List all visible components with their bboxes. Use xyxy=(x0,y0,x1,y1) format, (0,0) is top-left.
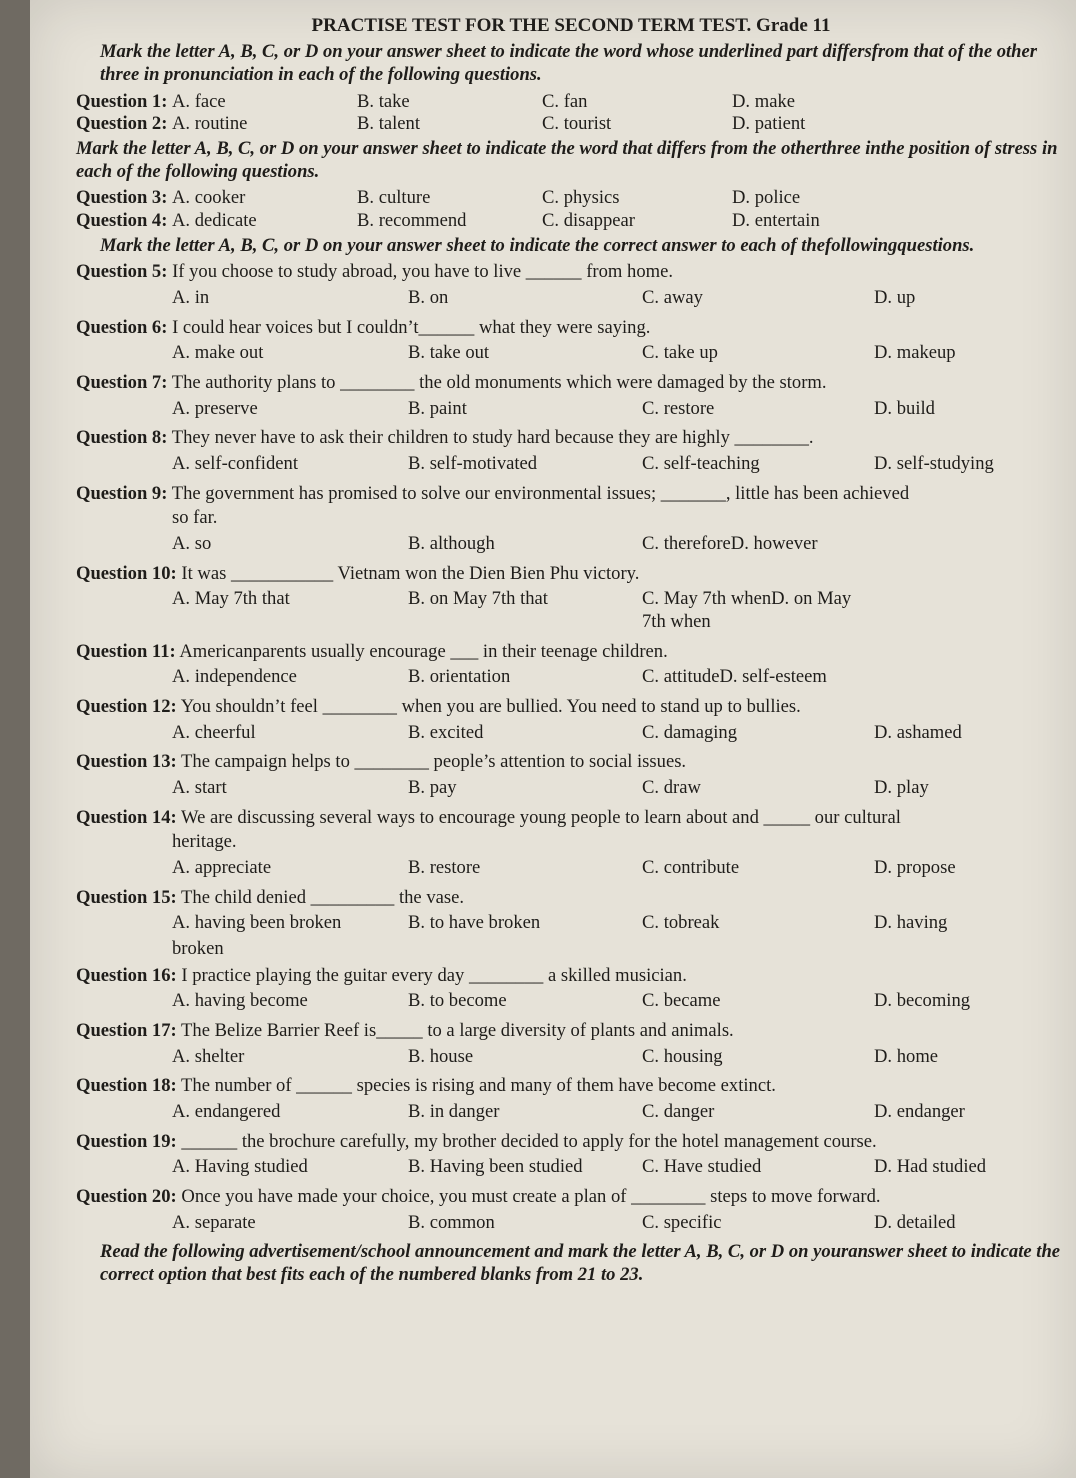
question-stem xyxy=(76,483,1066,506)
page-title: PRACTISE TEST FOR THE SECOND TERM TEST. Grade 11 xyxy=(311,15,831,36)
question-1 xyxy=(76,91,1066,114)
option-c: C. fan xyxy=(542,90,588,112)
question-2 xyxy=(76,113,1066,136)
option-d: D. home xyxy=(874,1045,939,1067)
option-c: C. self-teaching xyxy=(642,452,760,474)
options-row xyxy=(76,453,1066,476)
option-d: D. make xyxy=(732,90,795,112)
option-d: D. endanger xyxy=(874,1101,965,1123)
option-b: B. restore xyxy=(408,857,481,878)
options-row xyxy=(76,1101,1066,1124)
question-text: It was ___________ Vietnam won the Dien Bien Phu victory. xyxy=(181,562,640,584)
option-a: A. routine xyxy=(172,113,248,135)
option-c: C. away xyxy=(642,286,703,308)
option-a: A. dedicate xyxy=(172,209,257,231)
option-d: D. entertain xyxy=(732,209,820,231)
question-text: I practice playing the guitar every day ________ a skilled musician. xyxy=(181,964,687,986)
question-text: They never have to ask their children to study hard because they are highly ________. xyxy=(171,427,814,449)
question-stem xyxy=(76,1186,1066,1209)
question-9 xyxy=(76,483,1066,556)
option-b: B. pay xyxy=(408,776,457,798)
option-c: C. take up xyxy=(642,342,718,364)
option-d: D. play xyxy=(874,776,929,798)
option-c: C. tourist xyxy=(542,113,612,135)
question-stem xyxy=(76,696,1066,719)
option-b: B. orientation xyxy=(408,666,511,688)
option-d: D. having xyxy=(874,912,948,934)
option-b: B. house xyxy=(408,1045,474,1067)
option-b: B. although xyxy=(408,532,495,554)
question-label: Question 16: xyxy=(76,964,177,986)
option-c: C. disappear xyxy=(542,209,635,231)
option-a: A. May 7th that xyxy=(172,588,290,610)
option-a: A. having been broken xyxy=(172,912,342,934)
question-3 xyxy=(76,187,1066,210)
question-stem xyxy=(76,887,1066,910)
options-row xyxy=(76,722,1066,745)
option-a: A. shelter xyxy=(172,1045,245,1067)
instruction-correct-answer: Mark the letter A, B, C, or D on your answer sheet to indicate the correct answer to each of thefollowingquestions. xyxy=(100,234,975,256)
question-text: The child denied _________ the vase. xyxy=(181,886,465,908)
option-d: D. detailed xyxy=(874,1211,956,1233)
option-d xyxy=(874,533,1074,556)
option-b: B. culture xyxy=(357,187,431,209)
option-b: B. self-motivated xyxy=(408,452,538,474)
option-c: C. draw xyxy=(642,776,701,798)
option-b: B. in danger xyxy=(408,1101,500,1123)
option-b: B. on May 7th that xyxy=(408,588,548,610)
option-c: C. attitudeD. self-esteem xyxy=(642,666,827,688)
question-4 xyxy=(76,210,1066,233)
question-text: The authority plans to ________ the old monuments which were damaged by the storm. xyxy=(171,371,827,393)
option-a: A. cheerful xyxy=(172,721,256,743)
option-a: A. cooker xyxy=(172,187,246,209)
option-d: D. self-studying xyxy=(874,452,994,474)
option-c: C. housing xyxy=(642,1045,723,1067)
options-row xyxy=(76,912,1066,935)
option-c: C. restore xyxy=(642,397,715,419)
question-label: Question 4: xyxy=(76,209,168,231)
question-8 xyxy=(76,427,1066,475)
option-a: A. endangered xyxy=(172,1101,281,1123)
question-text: Americanparents usually encourage ___ in their teenage children. xyxy=(179,640,668,662)
question-label: Question 12: xyxy=(76,695,177,717)
option-a: A. separate xyxy=(172,1211,256,1233)
question-label: Question 9: xyxy=(76,482,168,504)
question-12 xyxy=(76,696,1066,744)
question-label: Question 15: xyxy=(76,886,177,908)
question-label: Question 2: xyxy=(76,113,168,135)
question-stem xyxy=(76,751,1066,774)
question-label: Question 6: xyxy=(76,316,168,338)
question-label: Question 20: xyxy=(76,1186,177,1208)
question-17 xyxy=(76,1020,1066,1068)
option-c: C. Have studied xyxy=(642,1156,762,1178)
option-b: B. to have broken xyxy=(408,912,541,934)
question-stem xyxy=(76,563,1066,586)
option-a: A. appreciate xyxy=(172,857,272,878)
question-continuation: so far. xyxy=(172,507,218,529)
option-b: B. recommend xyxy=(357,209,467,231)
question-stem xyxy=(76,317,1066,340)
question-19 xyxy=(76,1131,1066,1179)
question-list xyxy=(76,261,1066,1234)
instruction-stress: Mark the letter A, B, C, or D on your answer sheet to indicate the word that differs from the otherthree inthe position of stress in each of the following questions. xyxy=(76,137,1058,182)
question-stem xyxy=(76,965,1066,988)
option-b: B. take out xyxy=(408,342,490,364)
option-d: D. build xyxy=(874,397,935,419)
question-label: Question 11: xyxy=(76,640,176,662)
option-a: A. self-confident xyxy=(172,452,298,474)
options-row xyxy=(76,1212,1066,1235)
option-a: A. having become xyxy=(172,990,308,1012)
question-stem xyxy=(76,641,1066,664)
options-row xyxy=(76,1046,1066,1069)
question-text: The number of ______ species is rising and many of them have become extinct. xyxy=(181,1075,776,1097)
question-text: The government has promised to solve our environmental issues; _______, little has been achieved xyxy=(171,482,910,504)
option-c: C. contribute xyxy=(642,857,740,878)
option-c: C. physics xyxy=(542,187,620,209)
option-a: A. Having studied xyxy=(172,1156,308,1178)
options-row xyxy=(76,398,1066,421)
options-row xyxy=(76,342,1066,365)
question-label: Question 7: xyxy=(76,371,168,393)
question-stem xyxy=(76,1020,1066,1043)
option-b: B. take xyxy=(357,90,410,112)
question-label: Question 3: xyxy=(76,187,168,209)
option-d: D. ashamed xyxy=(874,721,962,743)
option-continuation: broken xyxy=(172,938,224,960)
question-text: The campaign helps to ________ people’s attention to social issues. xyxy=(181,751,687,773)
option-a: A. start xyxy=(172,776,227,798)
question-stem xyxy=(76,1131,1066,1154)
option-b: B. on xyxy=(408,286,449,308)
option-b: B. excited xyxy=(408,721,484,743)
options-row xyxy=(76,857,1066,880)
options-row xyxy=(76,533,1066,556)
question-text: The Belize Barrier Reef is_____ to a large diversity of plants and animals. xyxy=(181,1020,734,1042)
question-stem xyxy=(76,807,1066,830)
question-label: Question 13: xyxy=(76,751,177,773)
exam-paper xyxy=(30,0,1076,1478)
question-20 xyxy=(76,1186,1066,1234)
question-16 xyxy=(76,965,1066,1013)
option-c: C. danger xyxy=(642,1101,715,1123)
option-a: A. independence xyxy=(172,666,297,688)
question-stem xyxy=(76,427,1066,450)
question-text: We are discussing several ways to encourage young people to learn about and _____ our cultural xyxy=(181,806,901,828)
question-label: Question 10: xyxy=(76,562,177,584)
options-row xyxy=(76,990,1066,1013)
exam-content xyxy=(76,14,1066,1291)
option-b: B. to become xyxy=(408,990,507,1012)
options-row xyxy=(76,777,1066,800)
question-18 xyxy=(76,1075,1066,1123)
option-c: C. specific xyxy=(642,1211,722,1233)
question-text: If you choose to study abroad, you have to live ______ from home. xyxy=(172,261,673,283)
option-a: A. preserve xyxy=(172,397,258,419)
options-row xyxy=(76,1156,1066,1179)
question-text: You shouldn’t feel ________ when you are bullied. You need to stand up to bullies. xyxy=(180,695,801,717)
question-label: Question 5: xyxy=(76,261,168,283)
option-d: D. police xyxy=(732,187,801,209)
option-c: C. tobreak xyxy=(642,912,720,934)
option-d: D. makeup xyxy=(874,342,956,364)
question-7 xyxy=(76,372,1066,420)
question-text: Once you have made your choice, you must create a plan of ________ steps to move forward. xyxy=(181,1186,881,1208)
question-label: Question 18: xyxy=(76,1075,177,1097)
option-d xyxy=(874,588,1074,633)
option-a: A. make out xyxy=(172,342,264,364)
options-row xyxy=(76,287,1066,310)
options-row xyxy=(76,588,1066,633)
question-6 xyxy=(76,317,1066,365)
question-5 xyxy=(76,261,1066,309)
option-c: C. became xyxy=(642,990,721,1012)
question-stem xyxy=(76,1075,1066,1098)
question-14 xyxy=(76,807,1066,880)
question-text: I could hear voices but I couldn’t______ what they were saying. xyxy=(172,316,651,338)
option-d xyxy=(874,666,1074,689)
question-15 xyxy=(76,887,1066,961)
option-d: D. Had studied xyxy=(874,1156,987,1178)
option-b: B. talent xyxy=(357,113,420,135)
question-label: Question 1: xyxy=(76,90,168,112)
option-c: C. thereforeD. however xyxy=(642,532,818,554)
option-b: B. paint xyxy=(408,397,467,419)
option-d: D. up xyxy=(874,286,916,308)
question-label: Question 17: xyxy=(76,1020,177,1042)
instruction-pronunciation: Mark the letter A, B, C, or D on your answer sheet to indicate the word whose underlined part differsfrom that of the other three in pronunciation in each of the following questions. xyxy=(100,41,1038,85)
options-row xyxy=(76,666,1066,689)
question-text: ______ the brochure carefully, my brother decided to apply for the hotel management course. xyxy=(181,1130,877,1152)
question-stem xyxy=(76,261,1066,284)
option-d: D. becoming xyxy=(874,990,971,1012)
instruction-reading: Read the following advertisement/school announcement and mark the letter A, B, C, or D on youranswer sheet to indicate the correct option that best fits each of the numbered blanks from 21 to 23. xyxy=(100,1241,1061,1286)
question-stem xyxy=(76,372,1066,395)
option-d: D. propose xyxy=(874,857,956,878)
option-a: A. in xyxy=(172,286,210,308)
option-c: C. damaging xyxy=(642,721,738,743)
option-d: D. patient xyxy=(732,113,806,135)
question-continuation: heritage. xyxy=(172,831,237,853)
option-a: A. face xyxy=(172,90,226,112)
option-b: B. common xyxy=(408,1211,495,1233)
question-label: Question 14: xyxy=(76,806,177,828)
question-13 xyxy=(76,751,1066,799)
option-c: C. May 7th whenD. on May 7th when xyxy=(642,588,852,632)
question-11 xyxy=(76,641,1066,689)
option-a: A. so xyxy=(172,532,212,554)
question-label: Question 19: xyxy=(76,1130,177,1152)
question-10 xyxy=(76,563,1066,634)
question-label: Question 8: xyxy=(76,427,168,449)
option-b: B. Having been studied xyxy=(408,1156,583,1178)
